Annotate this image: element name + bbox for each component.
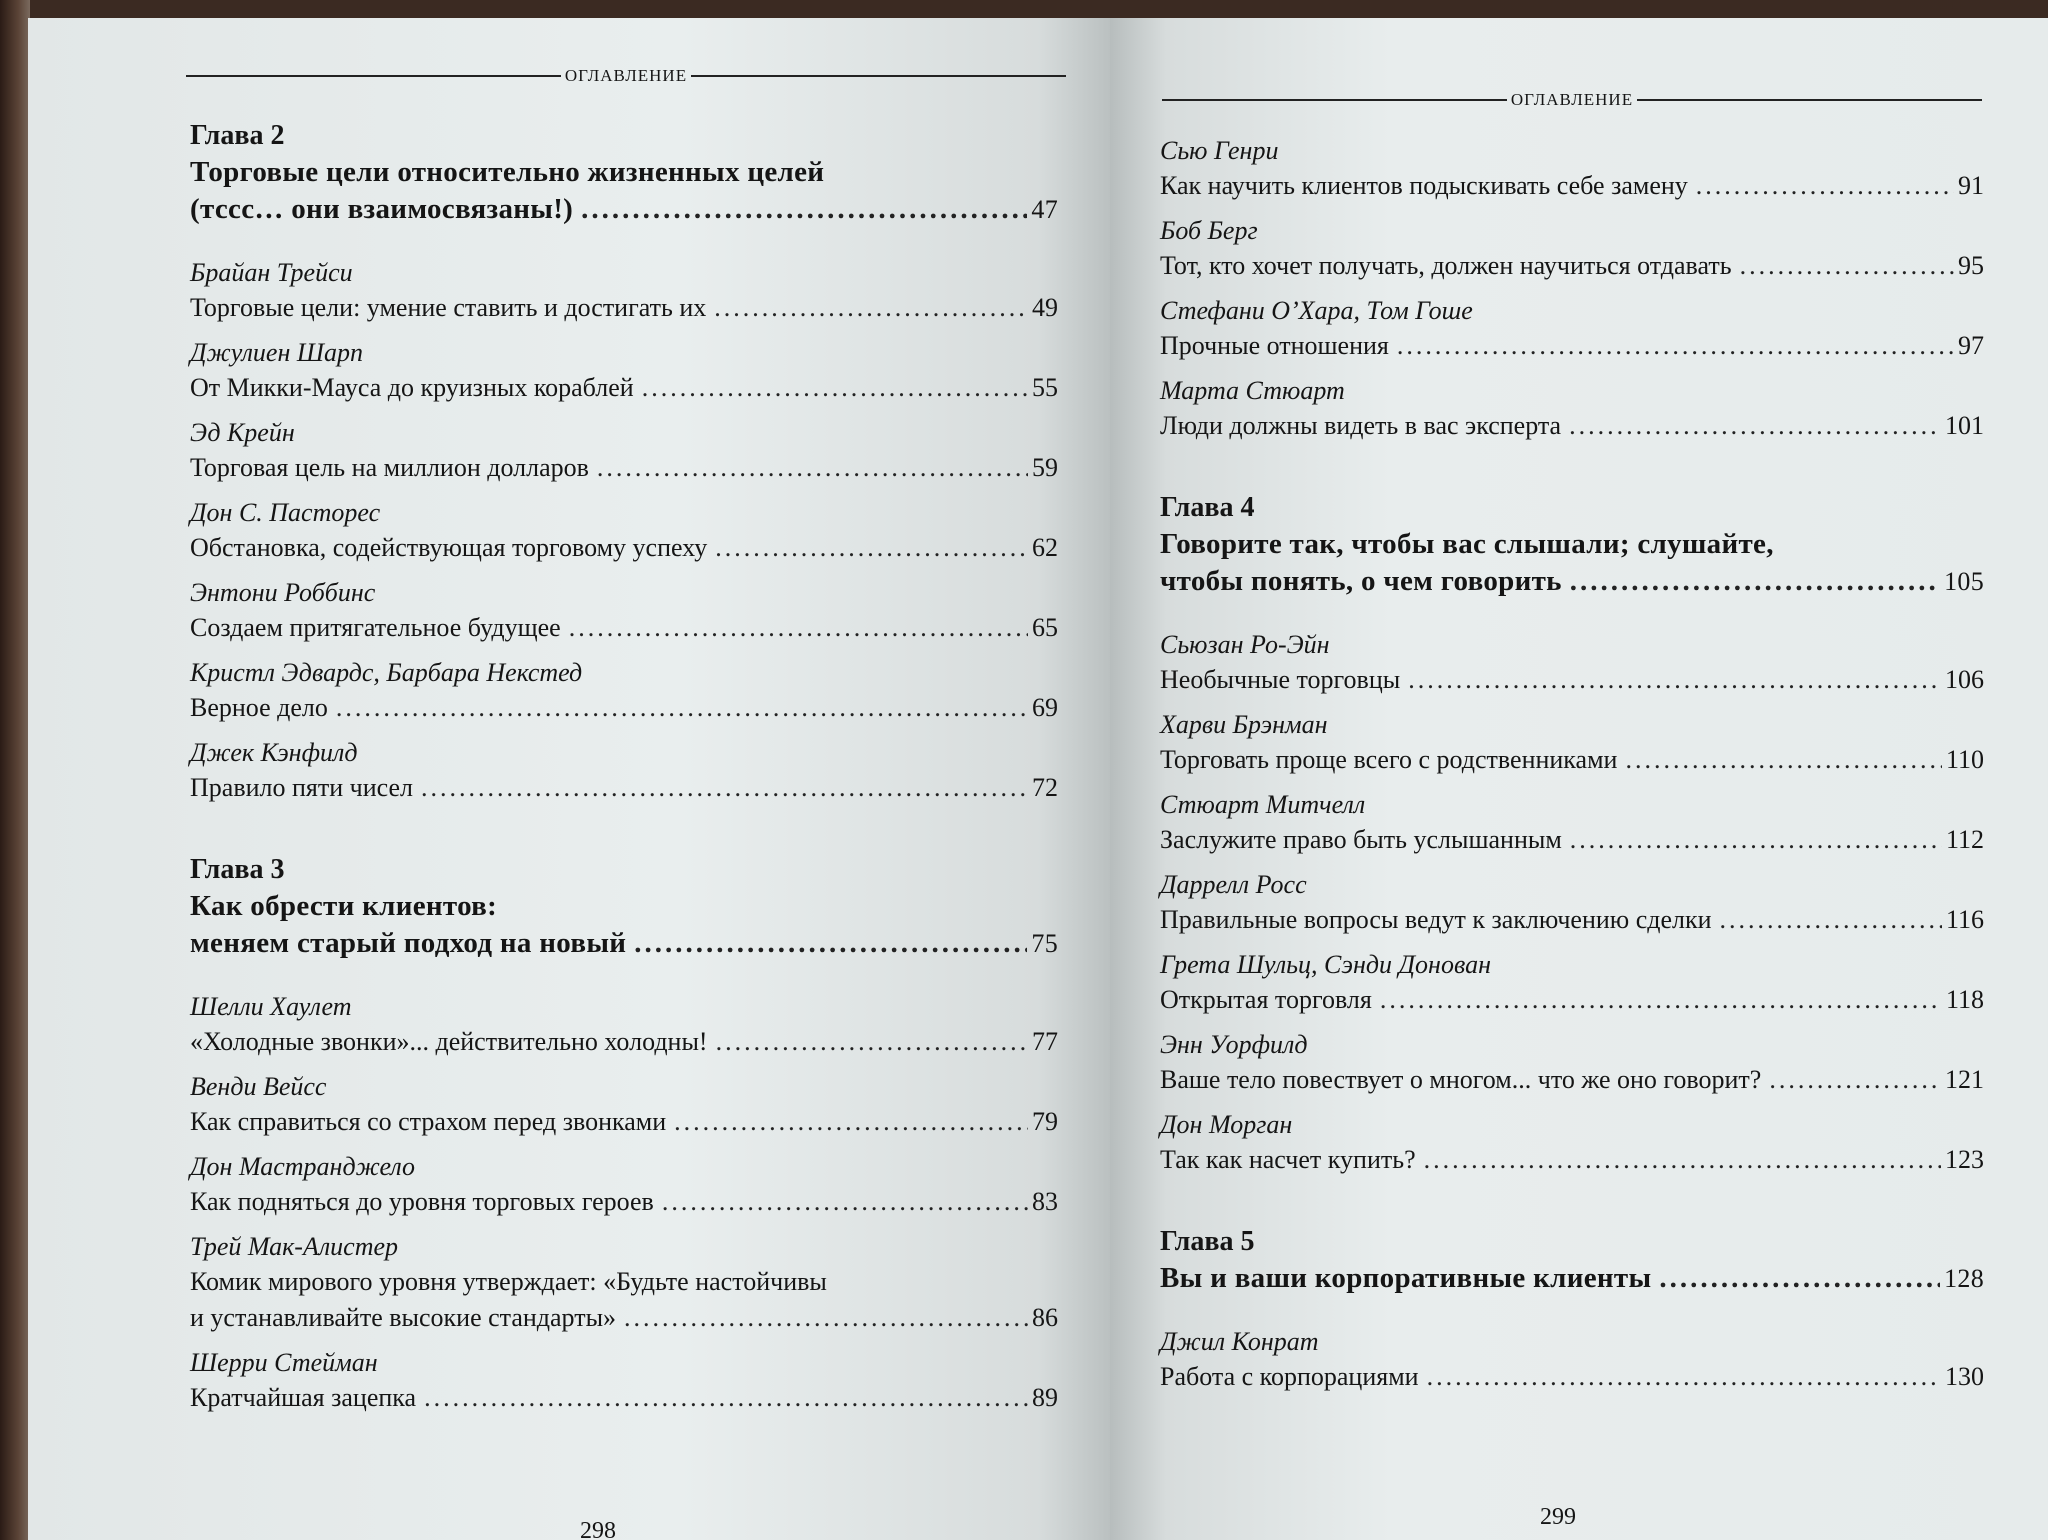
toc-entry[interactable]	[1160, 134, 1984, 204]
entry-title: Как справиться со страхом перед звонками	[190, 1107, 667, 1136]
toc-entry[interactable]	[190, 1346, 1058, 1416]
entry-author: Даррелл Росс	[1160, 870, 1307, 899]
chapter-title: (тссс… они взаимосвязаны!)	[190, 193, 574, 225]
dot-leader	[662, 1184, 1028, 1220]
page-ref: 59	[1032, 453, 1058, 482]
entry-title: Создаем притягательное будущее	[190, 613, 561, 642]
entry-author: Стюарт Митчелл	[1160, 790, 1366, 819]
chapter-heading	[1160, 1224, 1984, 1297]
chapter-heading	[190, 118, 1058, 228]
toc-row[interactable]	[190, 191, 1058, 228]
dot-leader	[336, 690, 1028, 726]
toc-entry[interactable]	[190, 336, 1058, 406]
page-ref: 105	[1944, 567, 1984, 596]
toc-row	[1160, 982, 1984, 1018]
toc-entry[interactable]	[190, 656, 1058, 726]
running-head-title: ОГЛАВЛЕНИЕ	[564, 66, 688, 85]
toc-entry[interactable]	[1160, 948, 1984, 1018]
entry-author: Марта Стюарт	[1160, 376, 1345, 405]
toc-row	[190, 770, 1058, 806]
entry-group	[1160, 134, 1984, 444]
page-ref: 75	[1031, 929, 1058, 958]
page-ref: 72	[1032, 773, 1058, 802]
entry-title: Кратчайшая зацепка	[190, 1383, 417, 1412]
chapter-number: Глава 5	[1160, 1226, 1255, 1257]
page-ref: 55	[1032, 373, 1058, 402]
dot-leader	[1720, 902, 1942, 938]
dot-leader	[674, 1104, 1028, 1140]
entry-title: Торговая цель на миллион долларов	[190, 453, 589, 482]
toc-row	[190, 1300, 1058, 1336]
dot-leader	[714, 290, 1028, 326]
entry-author: Дон С. Пасторес	[190, 498, 381, 527]
chapter-title: меняем старый подход на новый	[190, 927, 627, 959]
toc-entry[interactable]	[190, 990, 1058, 1060]
spacer	[190, 816, 1058, 852]
dot-leader	[597, 450, 1028, 486]
entry-author: Дон Морган	[1160, 1110, 1293, 1139]
toc-entry[interactable]	[1160, 708, 1984, 778]
toc-entry[interactable]	[1160, 294, 1984, 364]
dot-leader	[1769, 1062, 1941, 1098]
toc-row	[190, 1024, 1058, 1060]
chapter-title: Говорите так, чтобы вас слышали; слушайте,	[1160, 528, 1774, 560]
dot-leader	[1424, 1142, 1941, 1178]
entry-author: Эд Крейн	[190, 418, 295, 447]
entry-title: Верное дело	[190, 693, 328, 722]
toc-row	[1160, 328, 1984, 364]
toc-row	[190, 1184, 1058, 1220]
entry-title: Комик мирового уровня утверждает: «Будьте настойчивы	[190, 1267, 827, 1296]
dot-leader	[715, 530, 1028, 566]
entry-group	[190, 990, 1058, 1416]
toc-row	[1160, 902, 1984, 938]
entry-author: Шелли Хаулет	[190, 992, 352, 1021]
toc-entry[interactable]	[190, 416, 1058, 486]
page-ref: 86	[1032, 1303, 1058, 1332]
page-ref: 112	[1945, 825, 1984, 854]
toc-row	[190, 450, 1058, 486]
entry-title: Тот, кто хочет получать, должен научиться отдавать	[1160, 251, 1732, 280]
chapter-number: Глава 2	[190, 120, 285, 151]
entry-author: Сьюзан Ро-Эйн	[1160, 630, 1330, 659]
entry-title: Люди должны видеть в вас эксперта	[1160, 411, 1562, 440]
entry-title: Работа с корпорациями	[1160, 1362, 1419, 1391]
toc-row	[1160, 1359, 1984, 1395]
page-ref: 83	[1032, 1187, 1058, 1216]
entry-author: Дон Мастранджело	[190, 1152, 415, 1181]
toc-entry[interactable]	[190, 576, 1058, 646]
dot-leader	[1427, 1359, 1941, 1395]
toc-row	[1160, 248, 1984, 284]
dot-leader	[1659, 1260, 1940, 1297]
entry-author: Кристл Эдвардс, Барбара Некстед	[190, 658, 583, 687]
toc-row	[1160, 408, 1984, 444]
dot-leader	[1397, 328, 1954, 364]
toc-entry[interactable]	[1160, 628, 1984, 698]
entry-author: Энн Уорфилд	[1160, 1030, 1308, 1059]
toc-entry[interactable]	[1160, 1325, 1984, 1395]
dot-leader	[634, 925, 1027, 962]
page-ref: 91	[1958, 171, 1984, 200]
entry-title: и устанавливайте высокие стандарты»	[190, 1303, 617, 1332]
page-ref: 118	[1945, 985, 1984, 1014]
toc-entry[interactable]	[190, 256, 1058, 326]
toc-row	[1160, 822, 1984, 858]
page-ref: 89	[1032, 1383, 1058, 1412]
rule	[1637, 99, 1982, 101]
entry-author: Боб Берг	[1160, 216, 1258, 245]
chapter-title: Торговые цели относительно жизненных целей	[190, 156, 825, 188]
toc-row	[1160, 168, 1984, 204]
toc-entry[interactable]	[190, 736, 1058, 806]
toc-row	[1160, 1062, 1984, 1098]
spacer	[1160, 454, 1984, 490]
running-head	[186, 66, 1066, 86]
entry-title: Как подняться до уровня торговых героев	[190, 1187, 654, 1216]
rule	[186, 75, 561, 77]
page-ref: 97	[1958, 331, 1984, 360]
dot-leader	[1569, 408, 1941, 444]
toc-row	[190, 1380, 1058, 1416]
entry-title: Необычные торговцы	[1160, 665, 1401, 694]
dot-leader	[642, 370, 1028, 406]
toc-row	[190, 690, 1058, 726]
entry-title: От Микки-Мауса до круизных кораблей	[190, 373, 634, 402]
entry-group	[190, 256, 1058, 806]
toc-entry[interactable]	[1160, 1028, 1984, 1098]
dot-leader	[1570, 563, 1940, 600]
dot-leader	[569, 610, 1028, 646]
entry-author: Брайан Трейси	[190, 258, 353, 287]
toc-entry[interactable]	[190, 1230, 1058, 1336]
dot-leader	[1625, 742, 1942, 778]
toc-row	[190, 610, 1058, 646]
entry-title: Ваше тело повествует о многом... что же оно говорит?	[1160, 1065, 1762, 1094]
running-head-title: ОГЛАВЛЕНИЕ	[1510, 90, 1634, 109]
page-number: 299	[1540, 1504, 1576, 1530]
dot-leader	[424, 1380, 1028, 1416]
page-ref: 65	[1032, 613, 1058, 642]
entry-author: Шерри Стейман	[190, 1348, 378, 1377]
entry-author: Венди Вейсс	[190, 1072, 327, 1101]
page-ref: 121	[1945, 1065, 1984, 1094]
entry-title: Торговать проще всего с родственниками	[1160, 745, 1618, 774]
toc-entry[interactable]	[1160, 1108, 1984, 1178]
entry-author: Джил Конрат	[1160, 1327, 1319, 1356]
dot-leader	[1570, 822, 1942, 858]
chapter-number: Глава 4	[1160, 492, 1255, 523]
left-page	[28, 18, 1114, 1540]
page-ref: 49	[1032, 293, 1058, 322]
page-ref: 116	[1945, 905, 1984, 934]
chapter-number: Глава 3	[190, 854, 285, 885]
page-number: 298	[580, 1518, 616, 1540]
entry-author: Сью Генри	[1160, 136, 1279, 165]
running-head	[1162, 90, 1982, 110]
entry-title: Заслужите право быть услышанным	[1160, 825, 1562, 854]
page-ref: 128	[1944, 1264, 1984, 1293]
entry-author: Трей Мак-Алистер	[190, 1232, 399, 1261]
entry-author: Грета Шульц, Сэнди Донован	[1160, 950, 1491, 979]
spacer	[1160, 1188, 1984, 1224]
page-ref: 95	[1958, 251, 1984, 280]
toc-row	[1160, 1142, 1984, 1178]
entry-title: Обстановка, содействующая торговому успеху	[190, 533, 708, 562]
right-page	[1110, 18, 2048, 1540]
chapter-title: Как обрести клиентов:	[190, 890, 498, 922]
entry-author: Харви Брэнман	[1160, 710, 1328, 739]
table-of-contents	[1160, 134, 1984, 1405]
toc-entry[interactable]	[190, 496, 1058, 566]
toc-row[interactable]	[1160, 1260, 1984, 1297]
dot-leader	[1408, 662, 1941, 698]
toc-row[interactable]	[190, 925, 1058, 962]
dot-leader	[624, 1300, 1028, 1336]
rule	[691, 75, 1066, 77]
rule	[1162, 99, 1507, 101]
entry-title: Правильные вопросы ведут к заключению сделки	[1160, 905, 1712, 934]
dot-leader	[1380, 982, 1942, 1018]
toc-entry[interactable]	[190, 1070, 1058, 1140]
entry-title: Как научить клиентов подыскивать себе замену	[1160, 171, 1688, 200]
dot-leader	[421, 770, 1028, 806]
chapter-title: Вы и ваши корпоративные клиенты	[1160, 1262, 1652, 1294]
dot-leader	[1740, 248, 1954, 284]
page-ref: 110	[1945, 745, 1984, 774]
chapter-title: чтобы понять, о чем говорить	[1160, 565, 1562, 597]
page-ref: 47	[1031, 195, 1058, 224]
entry-title: Открытая торговля	[1160, 985, 1372, 1014]
toc-row[interactable]	[1160, 563, 1984, 600]
toc-row	[190, 530, 1058, 566]
entry-group	[1160, 628, 1984, 1178]
book-cover-edge	[0, 0, 30, 1540]
toc-entry[interactable]	[1160, 788, 1984, 858]
toc-entry[interactable]	[1160, 868, 1984, 938]
chapter-heading	[1160, 490, 1984, 600]
toc-row	[190, 290, 1058, 326]
dot-leader	[581, 191, 1027, 228]
toc-row	[190, 1104, 1058, 1140]
toc-row	[190, 370, 1058, 406]
toc-entry[interactable]	[1160, 374, 1984, 444]
entry-title: Так как насчет купить?	[1160, 1145, 1416, 1174]
entry-title: Торговые цели: умение ставить и достигать их	[190, 293, 707, 322]
dot-leader	[716, 1024, 1028, 1060]
toc-row	[1160, 742, 1984, 778]
dot-leader	[1696, 168, 1954, 204]
page-ref: 79	[1032, 1107, 1058, 1136]
entry-title: «Холодные звонки»... действительно холодны!	[190, 1027, 708, 1056]
toc-entry[interactable]	[190, 1150, 1058, 1220]
entry-author: Энтони Роббинс	[190, 578, 376, 607]
entry-title: Прочные отношения	[1160, 331, 1389, 360]
toc-row	[1160, 662, 1984, 698]
page-ref: 62	[1032, 533, 1058, 562]
toc-entry[interactable]	[1160, 214, 1984, 284]
entry-author: Джулиен Шарп	[190, 338, 363, 367]
page-ref: 101	[1945, 411, 1984, 440]
page-ref: 69	[1032, 693, 1058, 722]
table-of-contents	[190, 118, 1058, 1426]
entry-author: Стефани О’Хара, Том Гоше	[1160, 296, 1473, 325]
entry-author: Джек Кэнфилд	[190, 738, 358, 767]
page-ref: 106	[1945, 665, 1984, 694]
chapter-heading	[190, 852, 1058, 962]
entry-title: Правило пяти чисел	[190, 773, 413, 802]
page-ref: 130	[1945, 1362, 1984, 1391]
page-ref: 123	[1945, 1145, 1984, 1174]
page-ref: 77	[1032, 1027, 1058, 1056]
